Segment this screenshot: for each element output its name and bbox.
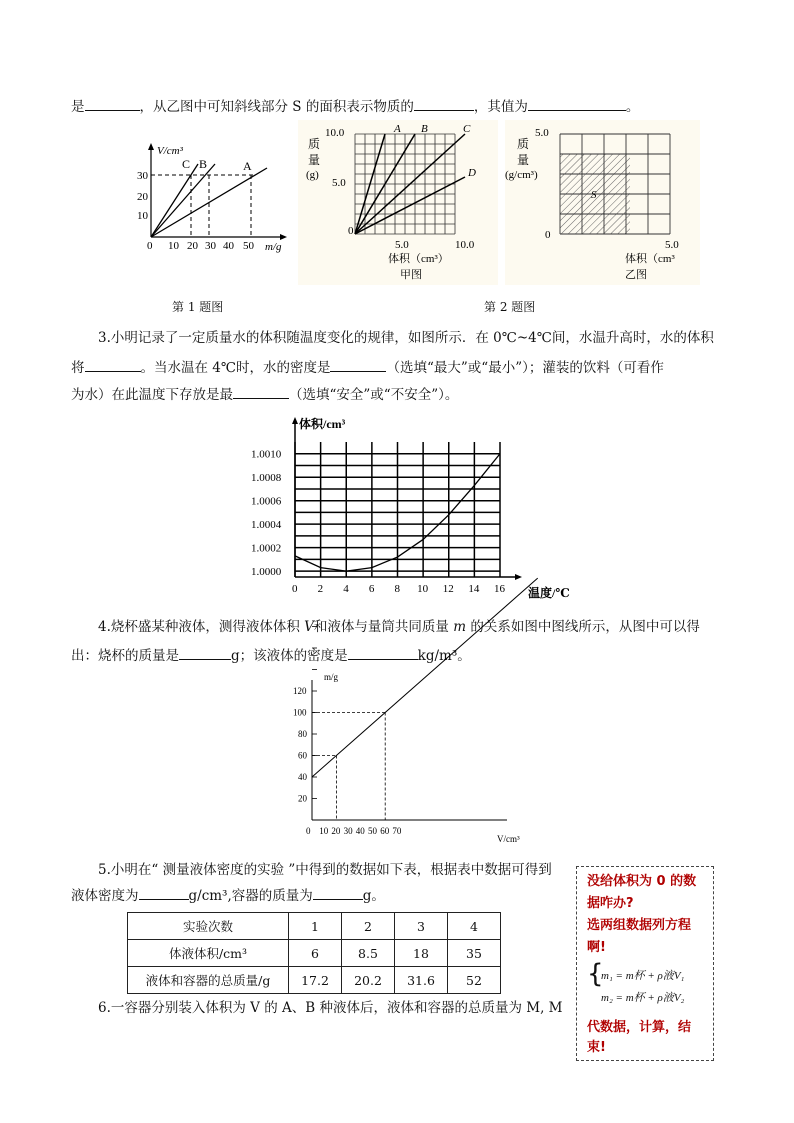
- x-tick-label: 6: [368, 583, 375, 595]
- note-text: 啊!: [587, 940, 606, 955]
- note-text: 据咋办?: [587, 896, 634, 911]
- fig1-xtick: 20: [187, 240, 198, 252]
- table-row: [128, 967, 501, 994]
- figure-2a-graph: [298, 120, 498, 285]
- q3-text: 。当水温在 4℃时，水的密度是: [140, 360, 331, 376]
- table-cell: 1: [289, 913, 342, 940]
- y-axis-label: 体积/cm³: [299, 417, 346, 431]
- y-tick-label: 80: [298, 729, 307, 739]
- y-tick-label: 1.0002: [251, 542, 282, 555]
- fig2a-ylabel: 量: [308, 153, 321, 167]
- y-tick-label: 1.0004: [251, 519, 282, 532]
- x-tick-label: 14: [468, 583, 480, 595]
- q2-text: ，其值为: [473, 99, 528, 115]
- q4-var: m: [453, 619, 467, 635]
- y-tick-label: 1.0000: [251, 566, 282, 579]
- table-row: [128, 940, 501, 967]
- q5-text: g。: [362, 888, 385, 904]
- fig2b-ylabel: 质: [517, 137, 530, 151]
- fig1-line-label: A: [243, 159, 252, 173]
- fig2b-ytick: 0: [545, 229, 551, 241]
- x-tick-label: 20: [331, 826, 341, 836]
- equation-2: m₂ = m杯 + ρ液V₂: [601, 992, 685, 1004]
- q5-text: 液体密度为: [71, 888, 139, 904]
- x-axis-label: 温度/℃: [528, 586, 570, 600]
- table-cell: 8.5: [342, 940, 395, 967]
- answer-blank[interactable]: [179, 645, 231, 660]
- q3-text: 为水）在此温度下存放是最: [71, 387, 233, 403]
- answer-blank[interactable]: [139, 885, 189, 900]
- figure-2b-graph: [505, 120, 700, 285]
- x-tick-label: 8: [394, 583, 400, 595]
- table-cell: 6: [289, 940, 342, 967]
- x-tick-label: 16: [494, 583, 505, 595]
- fig1-line-label: C: [182, 157, 191, 171]
- answer-blank[interactable]: [85, 96, 140, 111]
- y-tick-label: 100: [293, 707, 307, 718]
- fig2a-line-label: A: [394, 123, 401, 135]
- answer-blank[interactable]: [528, 96, 626, 111]
- table-row: [128, 913, 501, 940]
- fig2a-xlabel: 体积（cm³）: [388, 253, 449, 265]
- answer-blank[interactable]: [85, 357, 141, 372]
- fig2b-ylabel: 量: [517, 153, 530, 167]
- equation-1: m₁ = m杯 + ρ液V₁: [601, 970, 685, 982]
- answer-blank[interactable]: [233, 384, 289, 399]
- x-tick-label: 60: [380, 826, 390, 836]
- q3-text: （选填“安全”或“不安全”）。: [289, 387, 459, 403]
- answer-blank[interactable]: [348, 645, 418, 660]
- x-axis-label: V/cm³: [497, 834, 520, 844]
- answer-blank[interactable]: [313, 885, 363, 900]
- q4-line-1: [98, 617, 700, 637]
- fig1-line-label: B: [199, 157, 208, 171]
- water-volume-chart: [245, 412, 585, 610]
- figure-1-graph: [135, 140, 295, 255]
- x-tick-label: 70: [392, 826, 402, 836]
- fig2b-ylabel: (g/cm³): [505, 169, 538, 181]
- note-text: 束!: [587, 1040, 606, 1055]
- fig1-ytick: 10: [137, 210, 148, 222]
- q4-text: g；该液体的密度是: [231, 648, 348, 664]
- table-cell: 3: [395, 913, 448, 940]
- x-tick-label: 40: [355, 826, 365, 836]
- y-tick-label: 1.0006: [251, 495, 282, 508]
- table-cell: 52: [448, 967, 501, 994]
- mass-volume-chart: [292, 672, 542, 852]
- q2-text: ，从乙图中可知斜线部分 S 的面积表示物质的: [139, 99, 414, 115]
- q5-line-1: 5.小明在“ 测量液体密度的实验 ”中得到的数据如下表，根据表中数据可得到: [98, 862, 552, 878]
- q4-var: V: [304, 619, 314, 635]
- q2-tail-line: [71, 96, 639, 117]
- note-text: 代数据，计算，结: [587, 1020, 692, 1035]
- fig1-xtick: 10: [168, 240, 179, 252]
- q4-text: kg/m³。: [417, 648, 471, 664]
- q4-text: 的关系如图中图线所示，从图中可以得: [466, 619, 700, 635]
- q4-text: 和液体与量筒共同质量: [313, 619, 454, 635]
- x-axis-arrow-icon: [515, 574, 522, 580]
- fig2-caption: 第 2 题图: [484, 300, 536, 314]
- x-tick-label: 0: [306, 826, 311, 836]
- fig1-ytick: 30: [137, 170, 148, 182]
- y-tick-label: 1.0010: [251, 448, 282, 461]
- y-tick-label: 40: [298, 772, 307, 782]
- table-cell: 实验次数: [128, 913, 289, 940]
- fig2a-name: 甲图: [400, 269, 422, 281]
- x-tick-label: 10: [319, 826, 329, 836]
- fig2a-line-label: C: [463, 123, 471, 135]
- x-tick-label: 30: [343, 826, 353, 836]
- table-cell: 18: [395, 940, 448, 967]
- x-tick-label: 2: [317, 583, 324, 595]
- q6-line-1: 6.一容器分别装入体积为 V 的 A、B 种液体后，液体和容器的总质量为 M, M: [98, 1000, 563, 1016]
- fig2a-ytick: 10.0: [325, 127, 345, 139]
- x-tick-label: 4: [343, 583, 349, 595]
- fig1-ytick: 0: [147, 240, 153, 252]
- y-axis-arrow-icon: [292, 417, 298, 424]
- fig2b-name: 乙图: [625, 269, 647, 281]
- q4-text: 出：烧杯的质量是: [71, 648, 179, 664]
- q2-text: 。: [625, 99, 640, 115]
- table-cell: 35: [448, 940, 501, 967]
- y-tick-label: 60: [298, 750, 307, 761]
- fig1-ytick: 20: [137, 191, 148, 203]
- fig1-caption: 第 1 题图: [172, 300, 224, 314]
- fig2a-ytick: 0: [348, 225, 354, 237]
- q3-text: 将: [71, 360, 85, 376]
- note-text: 没给体积为 0 的数: [587, 874, 697, 889]
- fig2b-s-label: S: [591, 189, 597, 201]
- fig2a-line-label: B: [421, 123, 428, 135]
- brace-icon: {: [587, 959, 604, 989]
- q2-text: 是: [71, 99, 85, 115]
- q3-line-2: [71, 357, 664, 378]
- table-cell: 17.2: [289, 967, 342, 994]
- q3-text: （选填“最大”或“最小”）；灌装的饮料（可看作: [386, 360, 664, 376]
- fig2a-ytick: 5.0: [332, 177, 346, 189]
- fig2b-xtick: 5.0: [665, 239, 679, 251]
- q4-text: 4.烧杯盛某种液体，测得液体体积: [98, 619, 305, 635]
- table-cell: 4: [448, 913, 501, 940]
- fig1-xtick: 50: [243, 240, 254, 252]
- table-cell: 31.6: [395, 967, 448, 994]
- x-tick-label: 10: [417, 583, 429, 595]
- fig1-ylabel: V/cm³: [157, 145, 183, 157]
- q5-data-table: [127, 912, 501, 994]
- x-tick-label: 50: [368, 826, 377, 836]
- y-axis-label: m/g: [324, 672, 339, 682]
- fig1-xlabel: m/g: [265, 241, 282, 253]
- table-cell: 2: [342, 913, 395, 940]
- fig2a-ylabel: (g): [306, 169, 319, 181]
- fig2a-xtick: 5.0: [395, 239, 409, 251]
- answer-blank[interactable]: [414, 96, 474, 111]
- q4-line-2: [71, 645, 471, 666]
- answer-blank[interactable]: [330, 357, 386, 372]
- fig2a-ylabel: 质: [308, 137, 321, 151]
- x-tick-label: 0: [292, 583, 298, 595]
- y-tick-label: 1.0008: [251, 472, 282, 485]
- fig2a-line-label: D: [468, 167, 476, 179]
- q5-text: g/cm³,容器的质量为: [188, 888, 313, 904]
- fig2b-ytick: 5.0: [535, 127, 549, 139]
- table-cell: 体液体积/cm³: [128, 940, 289, 967]
- x-tick-label: 12: [442, 583, 454, 595]
- table-cell: 20.2: [342, 967, 395, 994]
- q5-line-2: [71, 885, 385, 906]
- table-cell: 液体和容器的总质量/g: [128, 967, 289, 994]
- fig2b-xlabel: 体积（cm³: [625, 253, 675, 265]
- y-tick-label: 120: [293, 686, 307, 696]
- note-text: 选两组数据列方程: [587, 918, 692, 933]
- q3-line-1: 3.小明记录了一定质量水的体积随温度变化的规律，如图所示．在 0℃~4℃间，水温升高时，水的体积: [98, 330, 714, 346]
- y-tick-label: 20: [298, 793, 307, 804]
- fig2a-xtick: 10.0: [455, 239, 475, 251]
- fig1-xtick: 40: [223, 240, 234, 252]
- q3-line-3: [71, 384, 458, 405]
- fig1-xtick: 30: [205, 240, 216, 252]
- hint-note-box: [576, 866, 714, 1061]
